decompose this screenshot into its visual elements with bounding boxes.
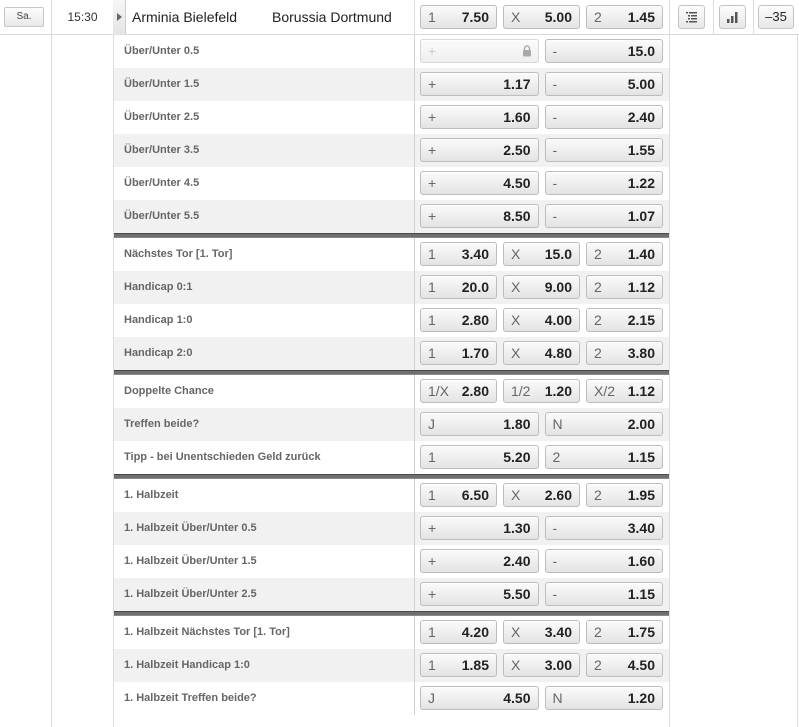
odds-button[interactable] — [545, 72, 664, 96]
odds-value: 5.50 — [503, 586, 531, 602]
odds-label: 1/X — [428, 383, 450, 399]
odds-label: - — [552, 142, 558, 158]
event-row — [0, 0, 799, 35]
odds-button[interactable] — [545, 516, 664, 540]
odds-label: - — [552, 586, 558, 602]
odds-label: 2 — [594, 345, 602, 361]
market-name: 1. Halbzeit Treffen beide? — [124, 692, 257, 704]
market-name: Über/Unter 2.5 — [124, 111, 200, 123]
odds-button[interactable] — [420, 72, 539, 96]
odds-button-draw[interactable] — [503, 5, 580, 29]
odds-value: 1.15 — [627, 449, 655, 465]
odds-button-home[interactable] — [420, 5, 497, 29]
caret-right-icon — [117, 13, 122, 21]
odds-button[interactable] — [545, 105, 664, 129]
odds-button[interactable] — [545, 549, 664, 573]
odds-value: 3.00 — [544, 657, 572, 673]
odds-value: 2.15 — [627, 312, 655, 328]
outer-divider — [113, 35, 114, 727]
odds-button[interactable] — [545, 412, 664, 436]
odds-label: + — [428, 553, 437, 569]
odds-value: 1.15 — [627, 586, 655, 602]
outer-divider — [51, 35, 52, 727]
odds-label: X — [511, 9, 521, 25]
divider — [669, 0, 670, 35]
divider — [414, 578, 415, 611]
odds-label: J — [428, 690, 435, 706]
odds-button[interactable] — [586, 308, 663, 332]
market-name: Über/Unter 0.5 — [124, 45, 200, 57]
market-name: 1. Halbzeit Über/Unter 2.5 — [124, 588, 257, 600]
odds-value: 3.40 — [461, 246, 489, 262]
odds-label: X — [511, 345, 521, 361]
odds-button[interactable] — [503, 653, 580, 677]
odds-button[interactable] — [545, 445, 664, 469]
list-button[interactable] — [678, 5, 705, 29]
market-name: Handicap 0:1 — [124, 281, 193, 293]
odds-label: 1 — [428, 487, 436, 503]
market-name: 1. Halbzeit — [124, 489, 179, 501]
odds-label: 2 — [594, 312, 602, 328]
odds-value: 4.50 — [627, 657, 655, 673]
odds-label: 1 — [428, 312, 436, 328]
odds-button[interactable] — [420, 138, 539, 162]
market-row — [114, 479, 669, 512]
market-row — [114, 408, 669, 441]
market-row — [114, 545, 669, 578]
odds-value: 1.55 — [627, 142, 655, 158]
odds-button[interactable] — [545, 39, 664, 63]
market-name: 1. Halbzeit Handicap 1:0 — [124, 659, 250, 671]
divider — [414, 408, 415, 441]
odds-button[interactable] — [545, 138, 664, 162]
odds-value: 1.30 — [503, 520, 531, 536]
odds-value: 5.00 — [544, 9, 572, 25]
odds-value: 1.60 — [627, 553, 655, 569]
market-name: Nächstes Tor [1. Tor] — [124, 248, 233, 260]
odds-label: 2 — [594, 624, 602, 640]
odds-value: 20.0 — [461, 279, 489, 295]
odds-value: 4.80 — [544, 345, 572, 361]
odds-label: - — [552, 43, 558, 59]
market-name: Über/Unter 5.5 — [124, 210, 200, 222]
statistics-button[interactable] — [719, 5, 746, 29]
odds-button[interactable] — [420, 653, 497, 677]
odds-button[interactable] — [420, 620, 497, 644]
odds-button[interactable] — [420, 412, 539, 436]
divider — [414, 649, 415, 682]
odds-label: X — [511, 624, 521, 640]
divider — [414, 200, 415, 233]
odds-value: 1.95 — [627, 487, 655, 503]
market-name: Tipp - bei Unentschieden Geld zurück — [124, 451, 321, 463]
divider — [414, 441, 415, 474]
divider — [414, 271, 415, 304]
market-row — [114, 578, 669, 611]
market-name: Doppelte Chance — [124, 385, 214, 397]
odds-value: 7.50 — [461, 9, 489, 25]
odds-value: 1.12 — [627, 279, 655, 295]
odds-button[interactable] — [586, 275, 663, 299]
market-name: Über/Unter 4.5 — [124, 177, 200, 189]
odds-value: 2.40 — [627, 109, 655, 125]
market-name: 1. Halbzeit Nächstes Tor [1. Tor] — [124, 626, 290, 638]
divider — [414, 616, 415, 649]
odds-label: N — [552, 690, 563, 706]
odds-label: + — [428, 76, 437, 92]
market-row — [114, 200, 669, 233]
odds-value: 1.17 — [503, 76, 531, 92]
odds-value: 4.00 — [544, 312, 572, 328]
odds-button[interactable] — [586, 653, 663, 677]
divider — [414, 167, 415, 200]
odds-value: 1.20 — [627, 690, 655, 706]
odds-label: X — [511, 312, 521, 328]
odds-label: X — [511, 279, 521, 295]
home-team[interactable]: Arminia Bielefeld — [132, 9, 238, 25]
odds-value: 3.40 — [544, 624, 572, 640]
odds-label: - — [552, 175, 558, 191]
market-row — [114, 101, 669, 134]
market-row — [114, 238, 669, 271]
odds-button[interactable] — [503, 341, 580, 365]
away-team[interactable]: Borussia Dortmund — [272, 9, 392, 25]
odds-button[interactable] — [586, 341, 663, 365]
market-row — [114, 649, 669, 682]
odds-button[interactable] — [420, 275, 497, 299]
odds-label: + — [428, 109, 437, 125]
divider — [414, 479, 415, 512]
odds-label: + — [428, 586, 437, 602]
odds-value: 4.50 — [503, 175, 531, 191]
odds-button[interactable] — [420, 204, 539, 228]
odds-label: 2 — [594, 9, 602, 25]
odds-button-locked — [420, 39, 539, 63]
odds-label: + — [428, 208, 437, 224]
day-badge[interactable]: Sa. — [4, 7, 44, 27]
market-row — [114, 304, 669, 337]
market-row — [114, 167, 669, 200]
odds-value: 9.00 — [544, 279, 572, 295]
odds-button-away[interactable] — [586, 5, 663, 29]
divider — [414, 375, 415, 408]
odds-label: N — [552, 416, 563, 432]
odds-label: - — [552, 520, 558, 536]
odds-label: 1 — [428, 345, 436, 361]
odds-value: 1.45 — [627, 9, 655, 25]
odds-label: X — [511, 487, 521, 503]
odds-value: 15.0 — [627, 43, 655, 59]
odds-button[interactable] — [420, 686, 539, 710]
odds-label: 1 — [428, 657, 436, 673]
divider — [414, 304, 415, 337]
market-row — [114, 441, 669, 474]
odds-button[interactable] — [503, 242, 580, 266]
odds-label: 2 — [594, 279, 602, 295]
divider — [753, 0, 754, 35]
odds-label: X — [511, 246, 521, 262]
divider — [414, 682, 415, 715]
market-name: Handicap 1:0 — [124, 314, 193, 326]
odds-label: - — [552, 109, 558, 125]
divider — [414, 512, 415, 545]
odds-button[interactable] — [420, 308, 497, 332]
odds-value: 1.20 — [544, 383, 572, 399]
list-icon — [679, 6, 704, 28]
odds-value: 1.85 — [461, 657, 489, 673]
divider — [713, 0, 714, 35]
odds-button[interactable] — [420, 445, 539, 469]
market-name: Handicap 2:0 — [124, 347, 193, 359]
market-row — [114, 375, 669, 408]
odds-value: 2.80 — [461, 312, 489, 328]
divider — [414, 238, 415, 271]
odds-label: 2 — [594, 246, 602, 262]
odds-button[interactable] — [503, 483, 580, 507]
odds-button[interactable] — [503, 275, 580, 299]
odds-value: 2.00 — [627, 416, 655, 432]
odds-value: 2.60 — [544, 487, 572, 503]
odds-value: 1.40 — [627, 246, 655, 262]
odds-label: - — [552, 553, 558, 569]
odds-label: 1 — [428, 449, 436, 465]
more-markets-button[interactable]: –35 — [758, 5, 794, 29]
odds-value: 1.80 — [503, 416, 531, 432]
odds-value: 2.80 — [461, 383, 489, 399]
odds-label: - — [552, 76, 558, 92]
odds-button[interactable] — [586, 379, 663, 403]
market-row — [114, 337, 669, 370]
odds-value: 3.80 — [627, 345, 655, 361]
stats-bar-icon — [720, 6, 745, 28]
odds-button[interactable] — [545, 171, 664, 195]
odds-label: 1 — [428, 246, 436, 262]
odds-value: 3.40 — [627, 520, 655, 536]
odds-value: 1.60 — [503, 109, 531, 125]
odds-button[interactable] — [420, 341, 497, 365]
odds-button[interactable] — [586, 620, 663, 644]
divider — [414, 134, 415, 167]
odds-label: 2 — [552, 449, 561, 465]
divider — [414, 68, 415, 101]
expand-toggle[interactable] — [113, 0, 126, 35]
odds-value: 4.50 — [503, 690, 531, 706]
market-row — [114, 134, 669, 167]
odds-value: 1.75 — [627, 624, 655, 640]
event-time: 15:30 — [67, 10, 98, 24]
odds-label: 2 — [594, 487, 602, 503]
odds-label: J — [428, 416, 435, 432]
divider — [414, 545, 415, 578]
odds-label: 1 — [428, 624, 436, 640]
market-name: 1. Halbzeit Über/Unter 0.5 — [124, 522, 257, 534]
market-name: Über/Unter 3.5 — [124, 144, 200, 156]
market-row — [114, 35, 669, 68]
odds-button[interactable] — [503, 379, 580, 403]
market-name: 1. Halbzeit Über/Unter 1.5 — [124, 555, 257, 567]
odds-value: 1.12 — [627, 383, 655, 399]
odds-value: 6.50 — [461, 487, 489, 503]
market-row — [114, 512, 669, 545]
odds-value: 5.20 — [503, 449, 531, 465]
odds-button[interactable] — [420, 242, 497, 266]
odds-button[interactable] — [420, 516, 539, 540]
odds-label: 1 — [428, 279, 436, 295]
divider — [414, 101, 415, 134]
odds-value: 5.00 — [627, 76, 655, 92]
odds-value: 15.0 — [544, 246, 572, 262]
odds-value: 1.22 — [627, 175, 655, 191]
odds-label: + — [428, 142, 437, 158]
divider — [414, 35, 415, 68]
odds-button[interactable] — [420, 105, 539, 129]
odds-label: 2 — [594, 657, 602, 673]
odds-value: 8.50 — [503, 208, 531, 224]
market-row — [114, 616, 669, 649]
odds-button[interactable] — [586, 242, 663, 266]
divider — [414, 0, 415, 35]
odds-label: + — [428, 43, 437, 59]
market-name: Treffen beide? — [124, 418, 200, 430]
odds-value: 2.40 — [503, 553, 531, 569]
market-name: Über/Unter 1.5 — [124, 78, 200, 90]
odds-button[interactable] — [545, 204, 664, 228]
odds-button[interactable] — [420, 483, 497, 507]
market-row — [114, 68, 669, 101]
odds-button[interactable] — [420, 582, 539, 606]
market-row — [114, 271, 669, 304]
market-row — [114, 682, 669, 715]
odds-button[interactable] — [420, 171, 539, 195]
odds-button[interactable] — [420, 549, 539, 573]
odds-label: + — [428, 520, 437, 536]
odds-value: 2.50 — [503, 142, 531, 158]
odds-button[interactable] — [545, 686, 664, 710]
odds-value: 4.20 — [461, 624, 489, 640]
odds-label: + — [428, 175, 437, 191]
odds-button[interactable] — [503, 620, 580, 644]
odds-button[interactable] — [586, 483, 663, 507]
odds-label: - — [552, 208, 558, 224]
odds-label: 1/2 — [511, 383, 531, 399]
odds-value: 1.70 — [461, 345, 489, 361]
odds-button[interactable] — [420, 379, 497, 403]
odds-button[interactable] — [503, 308, 580, 332]
odds-label: 1 — [428, 9, 436, 25]
outer-divider — [669, 35, 670, 727]
odds-label: X — [511, 657, 521, 673]
lock-icon — [522, 45, 532, 57]
outer-divider — [797, 35, 798, 727]
odds-button[interactable] — [545, 582, 664, 606]
odds-label: X/2 — [594, 383, 616, 399]
divider — [414, 337, 415, 370]
odds-value: 1.07 — [627, 208, 655, 224]
